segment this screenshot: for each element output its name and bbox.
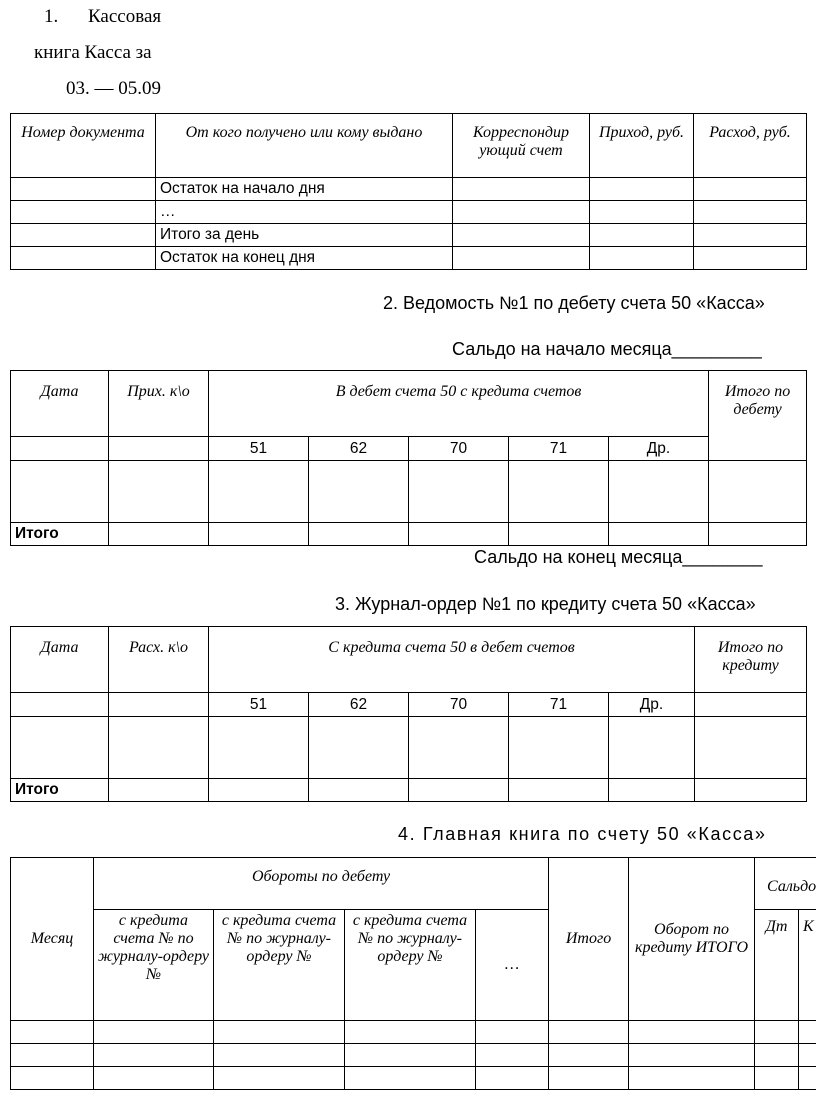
section-1-title: Кассовая	[88, 6, 162, 27]
account-62: 62	[309, 437, 409, 461]
col-receipt-order: Прих. к\о	[109, 371, 209, 437]
section-2-title: 2. Ведомость №1 по дебету счета 50 «Касса»	[383, 293, 765, 313]
col-date: Дата	[11, 627, 109, 693]
account-71: 71	[509, 437, 609, 461]
col-debit-turnover: Обороты по дебету	[94, 858, 549, 910]
col-sub-3: с кредита счета № по журналу-ордеру №	[345, 910, 476, 1021]
account-other: Др.	[609, 693, 695, 717]
col-saldo: Сальдо	[755, 858, 816, 910]
saldo-end: Сальдо на конец месяца________	[474, 547, 763, 567]
col-month: Месяц	[11, 858, 94, 1021]
table-row	[11, 1044, 816, 1067]
col-total-credit: Итого по кредиту	[695, 627, 807, 693]
account-71: 71	[509, 693, 609, 717]
table-row	[11, 201, 807, 224]
col-sub-1: с кредита счета № по журналу-ордеру №	[94, 910, 214, 1021]
table-row	[11, 779, 807, 802]
account-other: Др.	[609, 437, 709, 461]
account-70: 70	[409, 437, 509, 461]
total-label: Итого	[11, 779, 109, 802]
section-3-title: 3. Журнал-ордер №1 по кредиту счета 50 «Касса»	[335, 594, 756, 614]
col-total: Итого	[549, 858, 629, 1021]
col-debit-accounts: В дебет счета 50 с кредита счетов	[209, 371, 709, 437]
col-credit-accounts: С кредита счета 50 в дебет счетов	[209, 627, 695, 693]
table-row	[11, 717, 807, 779]
table-row	[11, 224, 807, 247]
table-row	[11, 247, 807, 270]
total-label: Итого	[11, 523, 109, 546]
credit-journal-table	[10, 626, 807, 802]
section-4-title: 4. Главная книга по счету 50 «Касса»	[398, 824, 767, 844]
table-row	[11, 523, 807, 546]
cash-book-table	[10, 113, 807, 270]
table-row	[11, 461, 807, 523]
account-51: 51	[209, 437, 309, 461]
col-from-to: От кого получено или кому выдано	[156, 114, 453, 178]
col-sub-2: с кредита счета № по журналу-ордеру №	[214, 910, 345, 1021]
row-label: Итого за день	[156, 224, 453, 247]
row-label: Остаток на начало дня	[156, 178, 453, 201]
col-ellipsis: …	[476, 910, 549, 1021]
col-income: Приход, руб.	[590, 114, 694, 178]
section-1-period: 03. — 05.09	[66, 78, 161, 99]
row-label: Остаток на конец дня	[156, 247, 453, 270]
col-saldo-dt: Дт	[755, 910, 799, 1021]
table-row	[11, 178, 807, 201]
section-1-subtitle: книга Касса за	[34, 42, 152, 63]
col-credit-turnover: Оборот по кредиту ИТОГО	[629, 858, 755, 1021]
saldo-start: Сальдо на начало месяца_________	[452, 339, 762, 359]
col-expense: Расход, руб.	[694, 114, 807, 178]
general-ledger-table	[10, 857, 816, 1090]
table-row	[11, 1021, 816, 1044]
table-row	[11, 1067, 816, 1090]
section-1-number: 1.	[44, 6, 59, 27]
col-corr-account: Корреспондир ующий счет	[453, 114, 590, 178]
col-expense-order: Расх. к\о	[109, 627, 209, 693]
col-doc-number: Номер документа	[11, 114, 156, 178]
row-label: …	[156, 201, 453, 224]
col-saldo-kt: К	[799, 910, 816, 1021]
col-date: Дата	[11, 371, 109, 437]
col-total-debit: Итого по дебету	[709, 371, 807, 461]
account-62: 62	[309, 693, 409, 717]
account-70: 70	[409, 693, 509, 717]
account-51: 51	[209, 693, 309, 717]
debit-ledger-table	[10, 370, 807, 546]
